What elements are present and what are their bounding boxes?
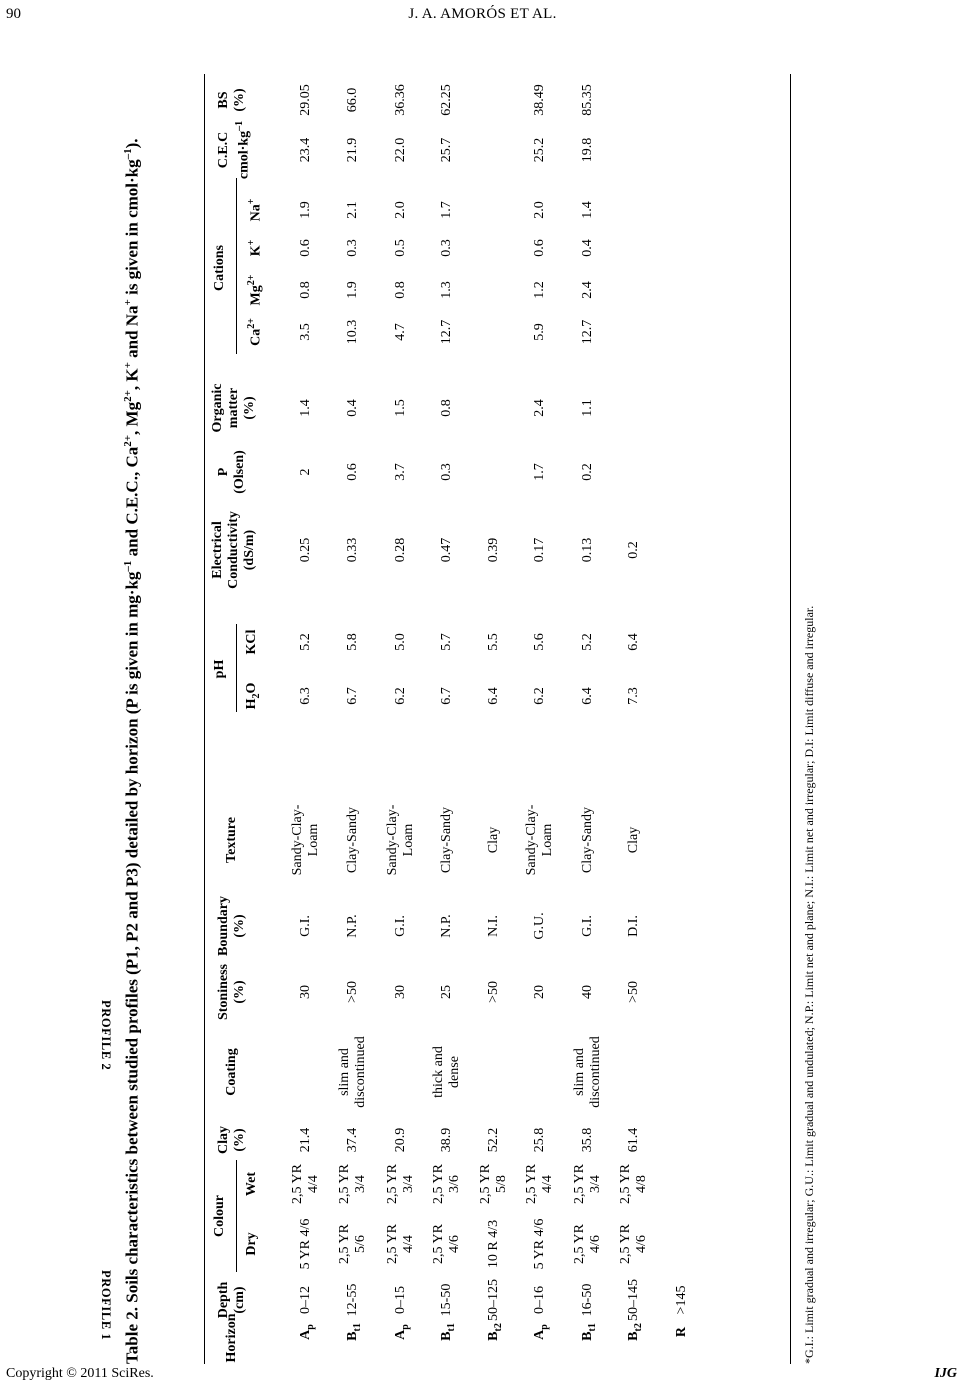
row-boundary: G.I.: [393, 915, 408, 937]
profile-1-label: PROFILE 1: [99, 1270, 113, 1341]
header-electrical-conductivity: Electrical Conductivity (dS/m): [210, 511, 257, 589]
row-ph-kcl: 5.7: [439, 633, 454, 651]
row-colour-dry: 2,5 YR 5/6: [337, 1224, 368, 1264]
row-clay: 61.4: [626, 1127, 641, 1153]
row-clay: 37.4: [345, 1127, 360, 1153]
row-ph-h2o: 6.3: [298, 687, 313, 705]
row-electrical-conductivity: 0.33: [345, 537, 360, 563]
row-depth: 12-55: [345, 1283, 360, 1317]
row-ph-kcl: 5.0: [393, 633, 408, 651]
row-clay: 38.9: [439, 1127, 454, 1153]
row-texture: Sandy-Clay- Loam: [524, 804, 555, 876]
row-stoniness: 30: [298, 985, 313, 999]
row-depth: 0–12: [298, 1286, 313, 1314]
table-top-rule: [204, 74, 205, 1364]
row-organic-matter: 0.8: [439, 399, 454, 417]
row-stoniness: >50: [486, 981, 501, 1003]
row-texture: Clay-Sandy: [439, 806, 454, 874]
row-colour-dry: 5 YR 4/6: [532, 1218, 547, 1270]
row-electrical-conductivity: 0.39: [486, 537, 501, 563]
row-electrical-conductivity: 0.25: [298, 537, 313, 563]
row-organic-matter: 0.4: [345, 399, 360, 417]
row-colour-dry: 10 R 4/3: [486, 1219, 501, 1269]
row-ph-h2o: 6.4: [580, 687, 595, 705]
table-caption: Table 2. Soils characteristics between studied profiles (P1, P2 and P3) detailed by horizon (P is given in $mg\cdot kg^{-1}$ and C.E.C., $Ca^{2+}$, $Mg^{2+}$, K+ and Na+ is given in $cmol\cdot kg^{-1}$).: [122, 138, 142, 1364]
row-electrical-conductivity: 0.17: [532, 537, 547, 563]
table-bottom-rule: [790, 74, 791, 1364]
row-ca: 12.7: [439, 319, 454, 345]
row-boundary: G.I.: [298, 915, 313, 937]
row-colour-wet: 2,5 YR 4/4: [290, 1164, 321, 1204]
row-texture: Sandy-Clay- Loam: [385, 804, 416, 876]
row-p-olsen: 0.2: [580, 463, 595, 481]
row-depth: >145: [674, 1285, 689, 1315]
row-ph-h2o: 6.4: [486, 687, 501, 705]
row-bs: 36.36: [393, 84, 408, 116]
header-cec: C.E.C $cmol\cdot kg^{-1}$: [216, 120, 252, 180]
row-texture: Clay: [626, 826, 641, 854]
row-ca: 5.9: [532, 323, 547, 341]
row-mg: 1.3: [439, 281, 454, 299]
row-horizon: $B_{t1}$: [580, 1323, 598, 1341]
row-na: 1.4: [580, 201, 595, 219]
colour-group-rule: [236, 1160, 237, 1272]
row-colour-dry: 2,5 YR 4/6: [572, 1224, 603, 1264]
row-clay: 20.9: [393, 1127, 408, 1153]
row-mg: 0.8: [393, 281, 408, 299]
row-ca: 3.5: [298, 323, 313, 341]
row-organic-matter: 1.1: [580, 399, 595, 417]
row-ph-kcl: 5.2: [580, 633, 595, 651]
row-na: 2.1: [345, 201, 360, 219]
header-depth: Depth (cm): [216, 1281, 247, 1319]
row-electrical-conductivity: 0.13: [580, 537, 595, 563]
profile-2-label: PROFILE 2: [99, 1000, 113, 1071]
row-texture: Clay-Sandy: [345, 806, 360, 874]
row-horizon: $B_{t1}$: [439, 1323, 457, 1341]
row-horizon: $B_{t1}$: [345, 1323, 363, 1341]
row-bs: 66.0: [345, 87, 360, 113]
row-cec: 25.7: [439, 137, 454, 163]
header-mg: $Mg^{2+}$: [246, 274, 264, 306]
ph-group-rule: [236, 624, 237, 712]
row-colour-wet: 2,5 YR 4/8: [618, 1164, 649, 1204]
row-mg: 1.2: [532, 281, 547, 299]
row-depth: 50–145: [626, 1279, 641, 1321]
table-footnote: *G.I.: Limit gradual and irregular; G.U.: Limit gradual and undulated; N.P.: Limit net and plane; N.I.: Limit net and irregular; D.I: Limit diffuse and irregular.: [802, 605, 816, 1364]
row-boundary: N.I.: [486, 915, 501, 937]
row-coating: slim and discontinued: [337, 1036, 368, 1108]
row-bs: 85.35: [580, 84, 595, 116]
row-stoniness: >50: [626, 981, 641, 1003]
row-clay: 21.4: [298, 1127, 313, 1153]
header-ph-h2o: $H_2O$: [244, 682, 262, 710]
row-cec: 22.0: [393, 137, 408, 163]
header-bs: BS (%): [216, 88, 247, 112]
row-depth: 16-50: [580, 1283, 595, 1317]
row-colour-dry: 5 YR 4/6: [298, 1218, 313, 1270]
row-colour-dry: 2,5 YR 4/4: [385, 1224, 416, 1264]
row-ph-kcl: 5.2: [298, 633, 313, 651]
cations-group-rule: [236, 178, 237, 354]
row-boundary: D.I.: [626, 915, 641, 937]
row-boundary: G.I.: [580, 915, 595, 937]
row-k: 0.5: [393, 239, 408, 257]
row-colour-wet: 2,5 YR 3/6: [431, 1164, 462, 1204]
row-p-olsen: 1.7: [532, 463, 547, 481]
row-na: 2.0: [393, 201, 408, 219]
running-head: [0, 4, 965, 28]
row-boundary: N.P.: [345, 914, 360, 938]
row-ph-h2o: 6.2: [532, 687, 547, 705]
header-boundary: Boundary (%): [216, 896, 247, 956]
header-dry: Dry: [244, 1232, 259, 1256]
row-ca: 4.7: [393, 323, 408, 341]
page-footer: [0, 1358, 965, 1382]
row-horizon: $A_p$: [393, 1324, 411, 1340]
row-boundary: N.P.: [439, 914, 454, 938]
row-colour-dry: 2,5 YR 4/6: [431, 1224, 462, 1264]
row-p-olsen: 3.7: [393, 463, 408, 481]
row-colour-wet: 2,5 YR 3/4: [572, 1164, 603, 1204]
row-stoniness: 25: [439, 985, 454, 999]
row-colour-wet: 2,5 YR 3/4: [385, 1164, 416, 1204]
header-horizon: Horizon: [224, 1313, 239, 1363]
row-na: 1.7: [439, 201, 454, 219]
row-ph-h2o: 6.7: [439, 687, 454, 705]
row-electrical-conductivity: 0.2: [626, 541, 641, 559]
row-colour-wet: 2,5 YR 5/8: [478, 1164, 509, 1204]
header-coating: Coating: [224, 1048, 239, 1096]
row-ph-kcl: 5.5: [486, 633, 501, 651]
row-cec: 23.4: [298, 137, 313, 163]
journal-abbreviation: IJG: [934, 1366, 957, 1381]
row-texture: Clay-Sandy: [580, 806, 595, 874]
row-k: 0.6: [532, 239, 547, 257]
row-clay: 52.2: [486, 1127, 501, 1153]
row-mg: 0.8: [298, 281, 313, 299]
row-organic-matter: 2.4: [532, 399, 547, 417]
header-ca: $Ca^{2+}$: [246, 318, 264, 346]
row-coating: thick and dense: [431, 1046, 462, 1098]
row-organic-matter: 1.5: [393, 399, 408, 417]
row-colour-wet: 2,5 YR 4/4: [524, 1164, 555, 1204]
row-k: 0.4: [580, 239, 595, 257]
header-stoniness: Stoniness (%): [216, 963, 247, 1021]
header-ph: pH: [212, 659, 227, 679]
row-depth: 0–16: [532, 1286, 547, 1314]
row-horizon: $B_{t2}$: [486, 1323, 504, 1341]
row-ph-h2o: 7.3: [626, 687, 641, 705]
row-ca: 12.7: [580, 319, 595, 345]
row-k: 0.3: [439, 239, 454, 257]
row-k: 0.3: [345, 239, 360, 257]
row-mg: 2.4: [580, 281, 595, 299]
row-horizon: $B_{t2}$: [626, 1323, 644, 1341]
row-stoniness: 20: [532, 985, 547, 999]
row-clay: 35.8: [580, 1127, 595, 1153]
row-cec: 25.2: [532, 137, 547, 163]
header-wet: Wet: [244, 1171, 259, 1197]
page-number: 90: [6, 6, 21, 22]
header-k: K+: [246, 239, 264, 257]
row-electrical-conductivity: 0.47: [439, 537, 454, 563]
header-organic-matter: Organic matter (%): [210, 383, 257, 433]
rotated-table-sheet: [112, 42, 872, 1372]
row-horizon: R: [674, 1326, 689, 1338]
row-depth: 15-50: [439, 1283, 454, 1317]
row-ph-kcl: 5.6: [532, 633, 547, 651]
row-cec: 19.8: [580, 137, 595, 163]
row-k: 0.6: [298, 239, 313, 257]
row-cec: 21.9: [345, 137, 360, 163]
row-organic-matter: 1.4: [298, 399, 313, 417]
row-depth: 50–125: [486, 1279, 501, 1321]
running-head-authors: J. A. AMORÓS ET AL.: [408, 6, 557, 22]
row-stoniness: 40: [580, 985, 595, 999]
row-ph-h2o: 6.7: [345, 687, 360, 705]
row-bs: 62.25: [439, 84, 454, 116]
header-cations: Cations: [212, 245, 227, 291]
row-p-olsen: 0.6: [345, 463, 360, 481]
row-horizon: $A_p$: [532, 1324, 550, 1340]
row-boundary: G.U.: [532, 912, 547, 940]
header-clay: Clay (%): [216, 1126, 247, 1154]
row-p-olsen: 2: [298, 468, 313, 476]
row-colour-wet: 2,5 YR 3/4: [337, 1164, 368, 1204]
row-stoniness: >50: [345, 981, 360, 1003]
row-bs: 29.05: [298, 84, 313, 116]
copyright-notice: Copyright © 2011 SciRes.: [6, 1366, 154, 1381]
row-p-olsen: 0.3: [439, 463, 454, 481]
header-texture: Texture: [224, 817, 239, 863]
header-p-olsen: P (Olsen): [216, 450, 247, 494]
row-ph-kcl: 6.4: [626, 633, 641, 651]
row-colour-dry: 2,5 YR 4/6: [618, 1224, 649, 1264]
row-mg: 1.9: [345, 281, 360, 299]
row-texture: Clay: [486, 826, 501, 854]
row-ph-kcl: 5.8: [345, 633, 360, 651]
row-ph-h2o: 6.2: [393, 687, 408, 705]
row-stoniness: 30: [393, 985, 408, 999]
row-depth: 0–15: [393, 1286, 408, 1314]
header-na: Na+: [246, 198, 264, 222]
row-na: 1.9: [298, 201, 313, 219]
row-texture: Sandy-Clay- Loam: [290, 804, 321, 876]
row-electrical-conductivity: 0.28: [393, 537, 408, 563]
row-horizon: $A_p$: [298, 1324, 316, 1340]
header-colour: Colour: [212, 1195, 227, 1237]
row-coating: slim and discontinued: [572, 1036, 603, 1108]
row-na: 2.0: [532, 201, 547, 219]
header-ph-kcl: KCl: [244, 629, 259, 655]
row-clay: 25.8: [532, 1127, 547, 1153]
row-ca: 10.3: [345, 319, 360, 345]
row-bs: 38.49: [532, 84, 547, 116]
